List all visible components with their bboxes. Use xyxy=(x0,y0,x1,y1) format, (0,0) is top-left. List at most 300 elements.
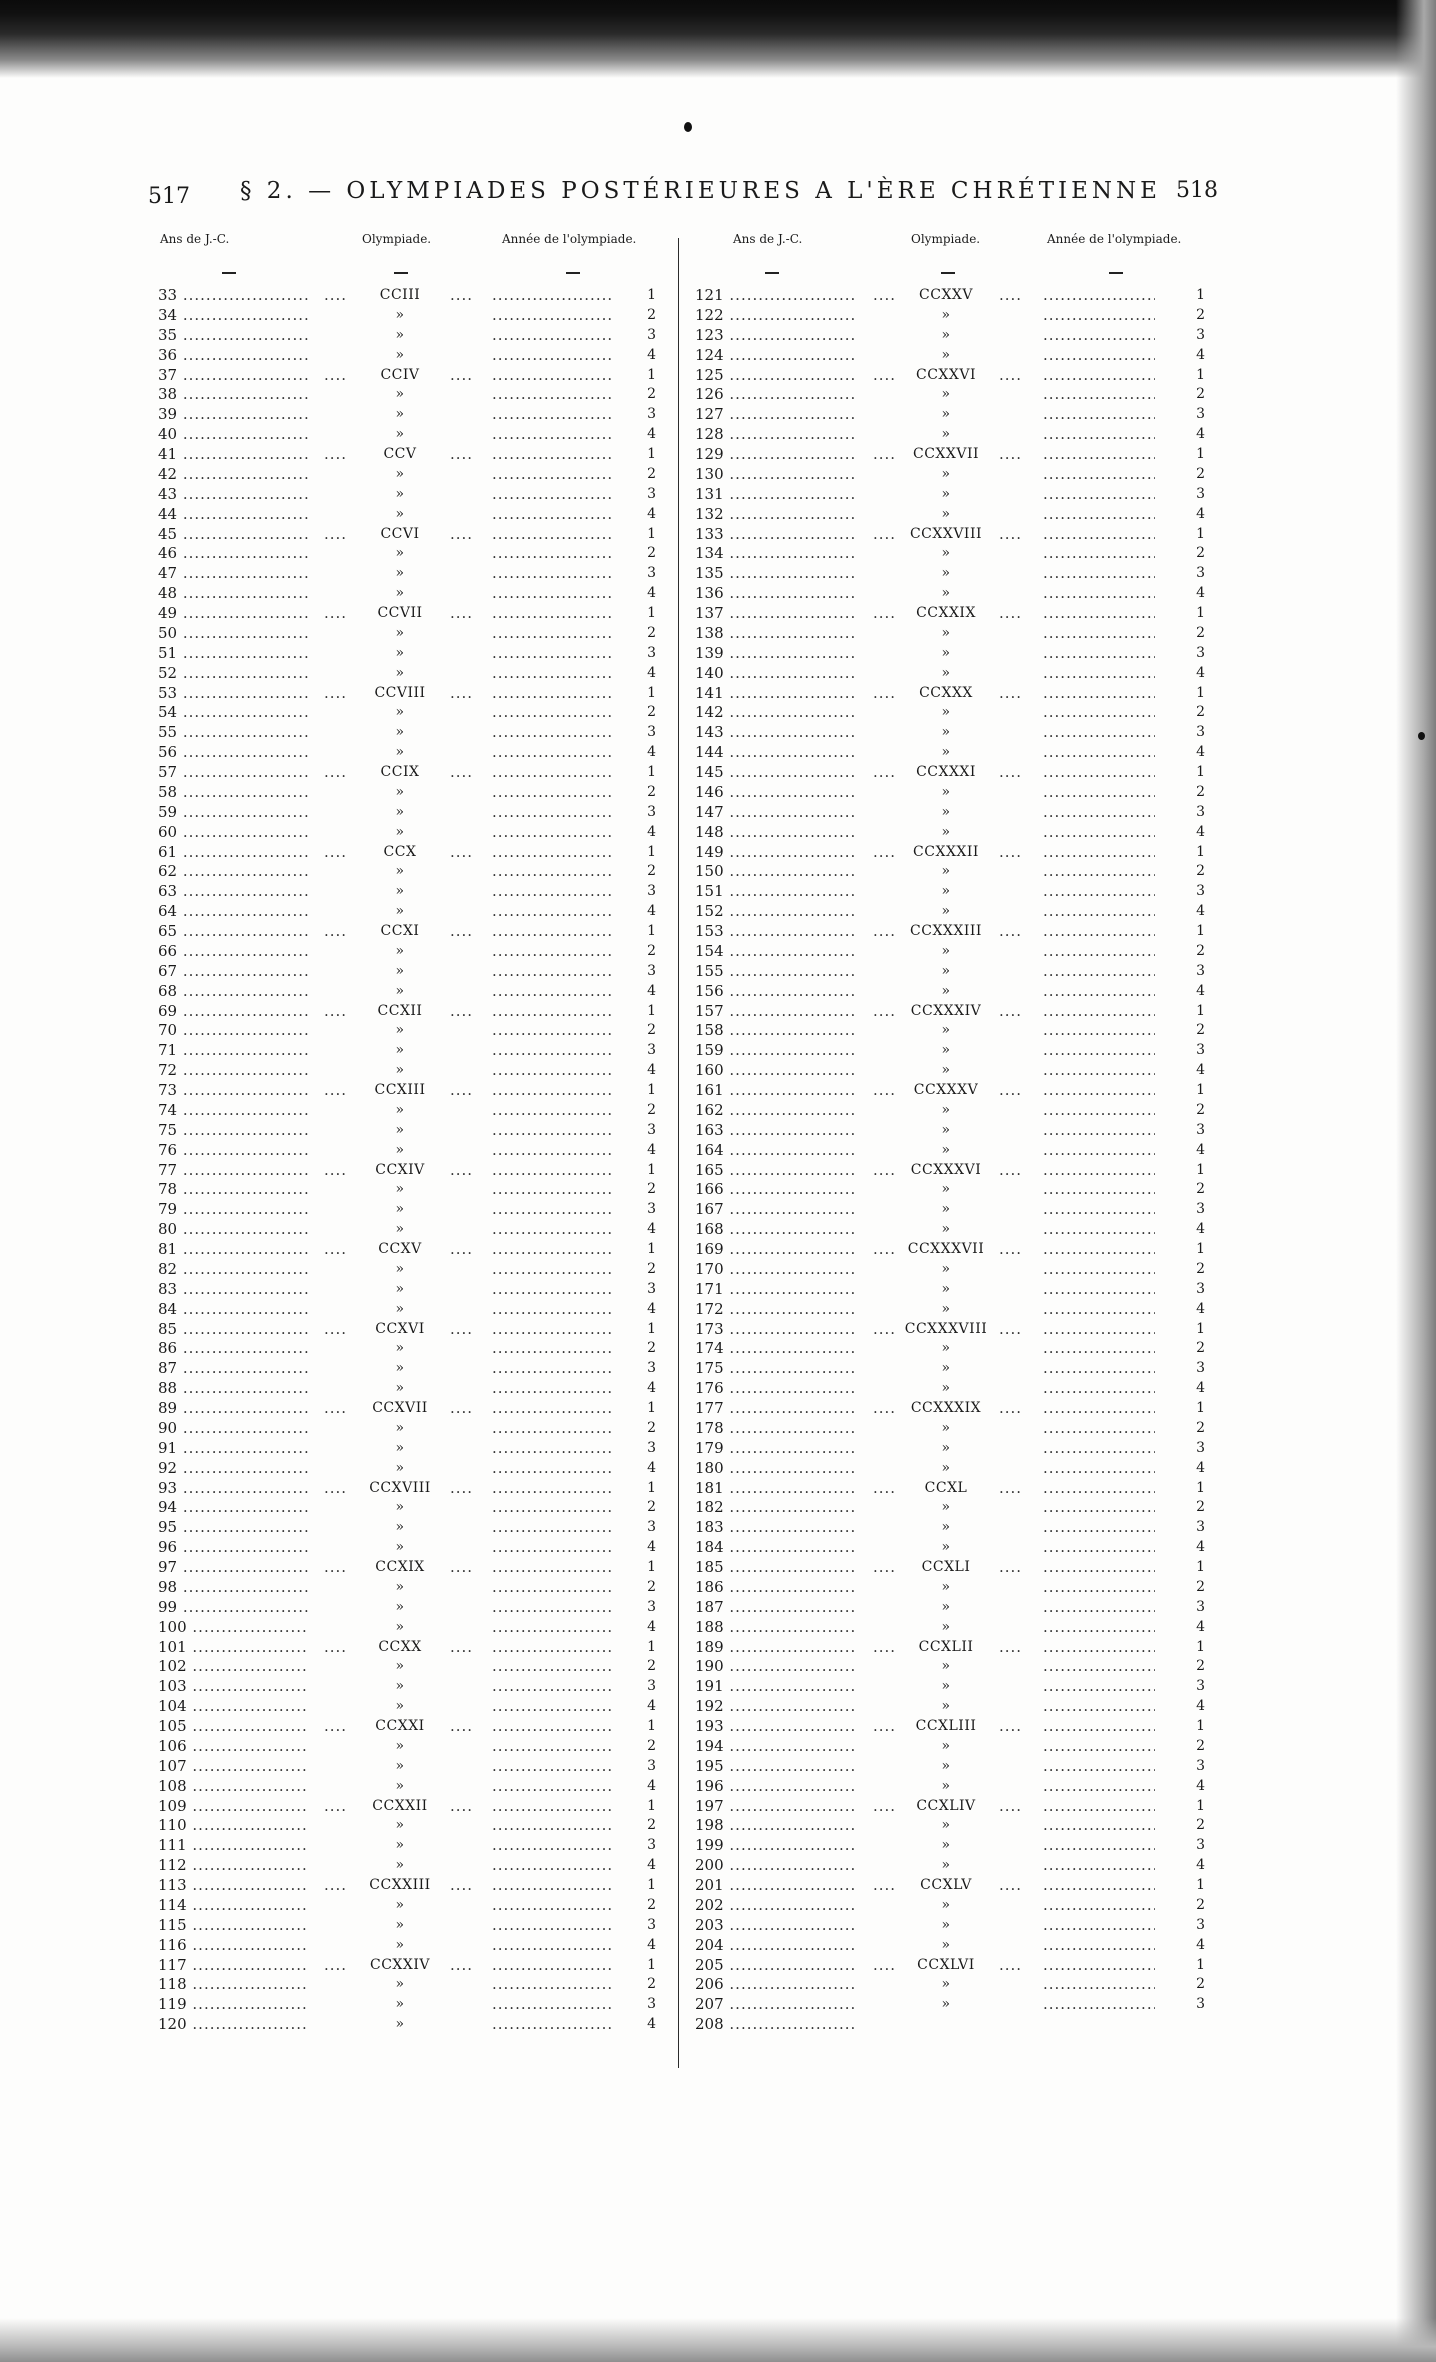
year-of-olympiad: 3 xyxy=(647,1916,656,1933)
table-row xyxy=(150,1200,670,1220)
year-of-olympiad: 1 xyxy=(1196,684,1205,701)
table-row xyxy=(695,624,1225,644)
year-of-olympiad: 2 xyxy=(647,863,656,880)
table-row xyxy=(150,385,670,405)
header-olympiad: Olympiade. xyxy=(362,232,432,246)
olympiad-number: » xyxy=(941,1121,951,1138)
year-ad: 65 ..... xyxy=(158,922,308,942)
leader-dots xyxy=(1043,366,1155,386)
leader-dots xyxy=(1043,1101,1155,1121)
table-row xyxy=(150,465,670,485)
table-row xyxy=(695,1439,1225,1459)
header-rule xyxy=(941,272,955,274)
leader-dots xyxy=(1043,1876,1155,1896)
leader-dots xyxy=(492,1399,614,1419)
year-of-olympiad: 3 xyxy=(647,1519,656,1536)
leader-dots: .... xyxy=(324,1240,348,1258)
year-ad: 96 ..... xyxy=(158,1538,308,1558)
leader-dots xyxy=(1043,1260,1155,1280)
leader-dots: .... xyxy=(450,1717,474,1735)
year-ad: 192 ..... xyxy=(695,1697,855,1717)
leader-dots: .... xyxy=(999,1001,1023,1020)
year-of-olympiad: 4 xyxy=(647,1857,656,1874)
left-column-headers xyxy=(150,232,670,286)
leader-dots xyxy=(1043,584,1155,604)
leader-dots: .... xyxy=(324,1796,348,1815)
olympiad-number: » xyxy=(395,1062,405,1079)
olympiad-number: » xyxy=(395,326,405,343)
leader-dots: .... xyxy=(324,1558,348,1576)
olympiad-number: CCXIV xyxy=(375,1161,425,1178)
olympiad-number: CCXVIII xyxy=(369,1479,431,1496)
olympiad-number: » xyxy=(395,306,405,323)
table-row xyxy=(150,1141,670,1161)
olympiad-number: CCXVI xyxy=(375,1320,425,1337)
leader-dots xyxy=(492,306,614,326)
table-row xyxy=(150,604,670,624)
leader-dots xyxy=(1043,1538,1155,1558)
table-row xyxy=(150,1836,670,1856)
leader-dots xyxy=(492,1956,614,1976)
table-row xyxy=(150,1657,670,1677)
olympiad-number: » xyxy=(395,1419,405,1436)
table-row xyxy=(150,1777,670,1797)
year-of-olympiad: 4 xyxy=(647,505,656,522)
year-of-olympiad: 1 xyxy=(647,1241,656,1257)
year-of-olympiad: 4 xyxy=(647,903,656,920)
olympiad-number: CCVIII xyxy=(374,684,426,701)
leader-dots xyxy=(1043,1479,1155,1499)
year-ad: 105 ..... xyxy=(158,1717,308,1737)
table-row xyxy=(695,1141,1225,1161)
olympiad-number: » xyxy=(941,803,951,820)
leader-dots: .... xyxy=(873,1876,897,1894)
year-ad: 123 ..... xyxy=(695,326,855,346)
table-row xyxy=(150,1995,670,2015)
year-ad: 80 ..... xyxy=(158,1220,308,1240)
year-of-olympiad: 2 xyxy=(647,1896,656,1913)
year-of-olympiad: 4 xyxy=(1196,1539,1205,1556)
year-of-olympiad: 4 xyxy=(1196,1141,1205,1158)
table-row xyxy=(695,425,1225,445)
table-row xyxy=(150,684,670,704)
left-rows xyxy=(150,286,670,2035)
table-row xyxy=(150,1439,670,1459)
year-of-olympiad: 1 xyxy=(1196,1877,1205,1893)
year-ad: 137 ..... xyxy=(695,604,855,624)
year-ad: 113 ..... xyxy=(158,1876,308,1896)
year-ad: 143 ..... xyxy=(695,723,855,743)
leader-dots xyxy=(1043,982,1155,1002)
year-of-olympiad: 2 xyxy=(647,465,656,482)
olympiad-number: » xyxy=(395,1360,405,1377)
leader-dots: .... xyxy=(324,1637,348,1656)
olympiad-number: » xyxy=(395,1678,405,1695)
year-of-olympiad: 4 xyxy=(1196,1300,1205,1317)
year-of-olympiad: 1 xyxy=(647,843,656,860)
leader-dots xyxy=(492,1200,614,1220)
table-row xyxy=(695,445,1225,465)
leader-dots: .... xyxy=(450,445,474,463)
leader-dots: .... xyxy=(873,842,897,861)
leader-dots xyxy=(492,385,614,405)
olympiad-number: » xyxy=(395,1459,405,1476)
olympiad-number: CCXXII xyxy=(372,1797,428,1814)
table-row xyxy=(695,1260,1225,1280)
leader-dots: .... xyxy=(450,1240,474,1258)
leader-dots xyxy=(1043,306,1155,326)
leader-dots xyxy=(492,1995,614,2015)
year-ad: 196 ..... xyxy=(695,1777,855,1797)
leader-dots xyxy=(1043,1459,1155,1479)
year-ad: 84 ..... xyxy=(158,1300,308,1320)
table-row xyxy=(695,1797,1225,1817)
table-row xyxy=(695,1518,1225,1538)
year-ad: 142 ..... xyxy=(695,703,855,723)
table-row xyxy=(150,1081,670,1101)
olympiad-number: » xyxy=(941,1062,951,1079)
leader-dots xyxy=(1043,1021,1155,1041)
leader-dots xyxy=(1043,1379,1155,1399)
leader-dots: .... xyxy=(324,1319,348,1338)
leader-dots: .... xyxy=(873,922,897,940)
olympiad-number: » xyxy=(941,1459,951,1476)
olympiad-number: » xyxy=(941,823,951,840)
year-ad: 145 ..... xyxy=(695,763,855,783)
year-of-olympiad: 3 xyxy=(1196,565,1205,582)
leader-dots xyxy=(492,1021,614,1041)
leader-dots xyxy=(1043,1975,1155,1995)
year-ad: 37 ..... xyxy=(158,366,308,386)
leader-dots xyxy=(1043,1419,1155,1439)
leader-dots xyxy=(492,1260,614,1280)
table-row xyxy=(695,1538,1225,1558)
year-ad: 117 ..... xyxy=(158,1956,308,1976)
leader-dots: .... xyxy=(999,1478,1023,1497)
leader-dots: .... xyxy=(999,1796,1023,1815)
leader-dots xyxy=(492,1916,614,1936)
table-row xyxy=(695,1021,1225,1041)
leader-dots xyxy=(492,703,614,723)
year-ad: 36 ..... xyxy=(158,346,308,366)
table-row xyxy=(695,564,1225,584)
right-column-table xyxy=(695,232,1225,2035)
year-ad: 149 ..... xyxy=(695,843,855,863)
leader-dots xyxy=(492,1558,614,1578)
leader-dots: .... xyxy=(324,1081,348,1099)
leader-dots: .... xyxy=(324,1717,348,1735)
olympiad-number: » xyxy=(941,1340,951,1357)
olympiad-number: CCXXXIII xyxy=(910,923,982,939)
year-ad: 186 ..... xyxy=(695,1578,855,1598)
leader-dots: .... xyxy=(873,604,897,622)
leader-dots xyxy=(492,1975,614,1995)
leader-dots: .... xyxy=(873,1637,897,1656)
table-row xyxy=(150,703,670,723)
table-row xyxy=(695,544,1225,564)
year-ad: 68 ..... xyxy=(158,982,308,1002)
table-row xyxy=(150,1320,670,1340)
olympiad-number: CCXXVIII xyxy=(909,525,983,542)
leader-dots: .... xyxy=(450,1876,474,1894)
olympiad-number: » xyxy=(395,426,405,443)
leader-dots xyxy=(492,1618,614,1638)
table-row xyxy=(695,1657,1225,1677)
year-of-olympiad: 4 xyxy=(1196,1618,1205,1635)
olympiad-number: » xyxy=(395,624,405,641)
year-of-olympiad: 3 xyxy=(1196,1757,1205,1774)
leader-dots: .... xyxy=(873,286,897,304)
table-row xyxy=(150,1757,670,1777)
leader-dots xyxy=(492,1280,614,1300)
year-ad: 158 ..... xyxy=(695,1021,855,1041)
leader-dots xyxy=(492,624,614,644)
table-row xyxy=(695,525,1225,545)
year-of-olympiad: 3 xyxy=(1196,406,1205,423)
table-row xyxy=(150,843,670,863)
table-row xyxy=(695,505,1225,525)
table-row xyxy=(695,862,1225,882)
olympiad-number: » xyxy=(395,1300,405,1317)
year-of-olympiad: 4 xyxy=(647,1618,656,1635)
leader-dots: .... xyxy=(999,1876,1023,1894)
year-ad: 106 ..... xyxy=(158,1737,308,1757)
year-of-olympiad: 2 xyxy=(1196,386,1205,403)
year-ad: 164 ..... xyxy=(695,1141,855,1161)
leader-dots: .... xyxy=(450,1160,474,1179)
leader-dots: .... xyxy=(324,842,348,861)
year-ad: 73 ..... xyxy=(158,1081,308,1101)
year-ad: 161 ..... xyxy=(695,1081,855,1101)
year-of-olympiad: 2 xyxy=(647,783,656,800)
year-ad: 122 ..... xyxy=(695,306,855,326)
year-of-olympiad: 1 xyxy=(1196,843,1205,860)
olympiad-number: CCXXIX xyxy=(916,605,976,621)
olympiad-number: » xyxy=(395,1221,405,1238)
year-of-olympiad: 3 xyxy=(1196,644,1205,661)
olympiad-number: » xyxy=(941,1916,951,1933)
year-ad: 140 ..... xyxy=(695,664,855,684)
table-row xyxy=(695,1856,1225,1876)
olympiad-number: CCXXIV xyxy=(370,1956,430,1973)
year-ad: 182 ..... xyxy=(695,1498,855,1518)
year-of-olympiad: 4 xyxy=(1196,1221,1205,1238)
leader-dots xyxy=(492,326,614,346)
olympiad-number: » xyxy=(941,1499,951,1516)
table-row xyxy=(695,326,1225,346)
olympiad-number: CCXXXVI xyxy=(910,1161,982,1178)
table-row xyxy=(695,1916,1225,1936)
leader-dots xyxy=(492,1697,614,1717)
table-row xyxy=(150,346,670,366)
leader-dots xyxy=(492,485,614,505)
table-row xyxy=(695,1240,1225,1260)
leader-dots xyxy=(1043,922,1155,942)
table-row xyxy=(150,1896,670,1916)
year-ad: 119 ..... xyxy=(158,1995,308,2015)
year-ad: 131 ..... xyxy=(695,485,855,505)
olympiad-number: CCXXXIV xyxy=(910,1002,982,1019)
table-row xyxy=(695,1717,1225,1737)
olympiad-number: » xyxy=(941,962,951,979)
year-of-olympiad: 2 xyxy=(1196,1578,1205,1595)
table-row xyxy=(695,843,1225,863)
year-ad: 69 ..... xyxy=(158,1002,308,1022)
year-of-olympiad: 1 xyxy=(647,287,656,303)
page-number-left: 517 xyxy=(148,184,190,209)
table-row xyxy=(695,942,1225,962)
leader-dots xyxy=(492,1578,614,1598)
year-of-olympiad: 2 xyxy=(1196,1658,1205,1675)
leader-dots: .... xyxy=(873,1399,897,1417)
year-ad: 166 ..... xyxy=(695,1180,855,1200)
leader-dots: .... xyxy=(324,604,348,622)
running-head xyxy=(148,178,1218,222)
olympiad-number: » xyxy=(395,664,405,681)
year-of-olympiad: 1 xyxy=(1196,1161,1205,1178)
leader-dots xyxy=(492,1180,614,1200)
leader-dots: .... xyxy=(450,286,474,304)
year-of-olympiad: 2 xyxy=(1196,1737,1205,1754)
olympiad-number: CCXI xyxy=(380,923,420,939)
year-ad: 95 ..... xyxy=(158,1518,308,1538)
year-of-olympiad: 3 xyxy=(647,883,656,900)
year-ad: 181 ..... xyxy=(695,1479,855,1499)
year-ad: 206 ..... xyxy=(695,1975,855,1995)
year-ad: 201 ..... xyxy=(695,1876,855,1896)
table-row xyxy=(150,1061,670,1081)
olympiad-number: » xyxy=(395,1757,405,1774)
year-ad: 75 ..... xyxy=(158,1121,308,1141)
year-ad: 55 ..... xyxy=(158,723,308,743)
leader-dots xyxy=(1043,1657,1155,1677)
leader-dots xyxy=(1043,803,1155,823)
year-ad: 183 ..... xyxy=(695,1518,855,1538)
olympiad-number: » xyxy=(941,1201,951,1218)
olympiad-number: » xyxy=(395,585,405,602)
year-ad: 82 ..... xyxy=(158,1260,308,1280)
leader-dots xyxy=(1043,902,1155,922)
year-ad: 135 ..... xyxy=(695,564,855,584)
table-row xyxy=(150,1260,670,1280)
year-of-olympiad: 3 xyxy=(1196,1996,1205,2013)
year-of-olympiad: 2 xyxy=(1196,1101,1205,1118)
table-row xyxy=(150,1975,670,1995)
leader-dots: .... xyxy=(873,683,897,702)
year-ad: 100 ..... xyxy=(158,1618,308,1638)
table-row xyxy=(695,465,1225,485)
header-rule xyxy=(222,272,236,274)
year-of-olympiad: 4 xyxy=(647,823,656,840)
leader-dots xyxy=(492,1141,614,1161)
year-of-olympiad: 1 xyxy=(1196,1320,1205,1337)
leader-dots xyxy=(492,1757,614,1777)
table-row xyxy=(695,882,1225,902)
olympiad-number: CCXII xyxy=(377,1002,423,1019)
leader-dots xyxy=(1043,1498,1155,1518)
year-ad: 54 ..... xyxy=(158,703,308,723)
table-row xyxy=(150,306,670,326)
leader-dots xyxy=(1043,664,1155,684)
year-of-olympiad: 3 xyxy=(647,326,656,343)
year-ad: 204 ..... xyxy=(695,1936,855,1956)
table-row xyxy=(150,803,670,823)
table-row xyxy=(150,1399,670,1419)
leader-dots xyxy=(492,1638,614,1658)
table-row xyxy=(695,1459,1225,1479)
leader-dots: .... xyxy=(324,763,348,781)
leader-dots xyxy=(492,862,614,882)
table-row xyxy=(150,1956,670,1976)
ink-speck xyxy=(1418,732,1425,740)
table-row xyxy=(695,1697,1225,1717)
year-of-olympiad: 3 xyxy=(647,1360,656,1377)
leader-dots xyxy=(492,445,614,465)
leader-dots: .... xyxy=(873,1160,897,1179)
olympiad-number: » xyxy=(941,1360,951,1377)
header-year-of-olympiad: Année de l'olympiade. xyxy=(502,232,637,246)
table-row xyxy=(695,1737,1225,1757)
leader-dots xyxy=(492,1479,614,1499)
leader-dots xyxy=(492,684,614,704)
table-row xyxy=(695,1956,1225,1976)
year-ad: 39 ..... xyxy=(158,405,308,425)
olympiad-number: » xyxy=(941,724,951,741)
leader-dots xyxy=(492,1061,614,1081)
table-row xyxy=(150,1876,670,1896)
olympiad-number: » xyxy=(941,1996,951,2013)
year-of-olympiad: 1 xyxy=(1196,605,1205,621)
year-ad: 160 ..... xyxy=(695,1061,855,1081)
leader-dots: .... xyxy=(999,1558,1023,1576)
year-ad: 189 ..... xyxy=(695,1638,855,1658)
leader-dots xyxy=(1043,346,1155,366)
olympiad-number: » xyxy=(941,545,951,562)
table-row xyxy=(695,405,1225,425)
leader-dots: .... xyxy=(999,365,1023,384)
olympiad-number: » xyxy=(941,485,951,502)
leader-dots xyxy=(1043,942,1155,962)
leader-dots xyxy=(492,664,614,684)
leader-dots xyxy=(492,1320,614,1340)
table-row xyxy=(695,1339,1225,1359)
leader-dots: .... xyxy=(450,763,474,781)
year-ad: 115 ..... xyxy=(158,1916,308,1936)
olympiad-number: » xyxy=(941,386,951,403)
year-of-olympiad: 2 xyxy=(647,704,656,721)
leader-dots xyxy=(1043,624,1155,644)
year-of-olympiad: 4 xyxy=(647,1459,656,1476)
table-row xyxy=(150,922,670,942)
olympiad-number: » xyxy=(395,803,405,820)
leader-dots xyxy=(1043,1638,1155,1658)
table-row xyxy=(150,1300,670,1320)
table-row xyxy=(150,564,670,584)
year-ad: 98 ..... xyxy=(158,1578,308,1598)
year-ad: 154 ..... xyxy=(695,942,855,962)
olympiad-number: » xyxy=(941,1976,951,1993)
leader-dots xyxy=(1043,604,1155,624)
leader-dots xyxy=(1043,525,1155,545)
year-ad: 42 ..... xyxy=(158,465,308,485)
year-of-olympiad: 4 xyxy=(647,2016,656,2033)
leader-dots xyxy=(1043,405,1155,425)
table-row xyxy=(695,1777,1225,1797)
year-ad: 172 ..... xyxy=(695,1300,855,1320)
year-ad: 147 ..... xyxy=(695,803,855,823)
table-row xyxy=(695,703,1225,723)
leader-dots xyxy=(1043,1598,1155,1618)
